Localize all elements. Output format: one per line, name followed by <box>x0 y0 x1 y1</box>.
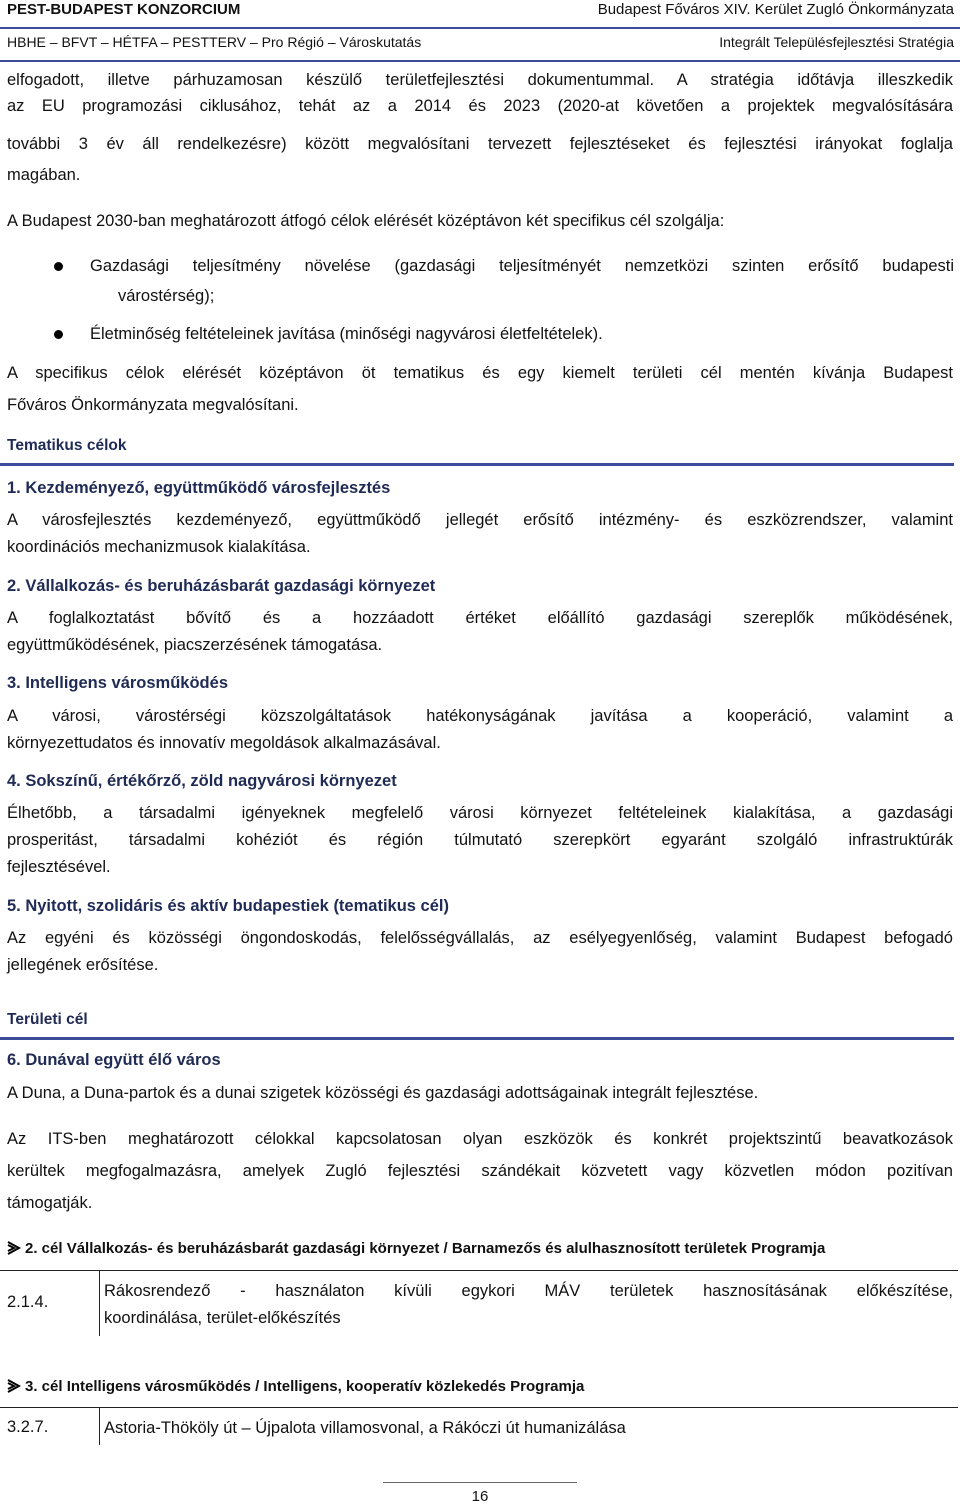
page-header-bottom <box>0 34 960 58</box>
table-column-border <box>99 1270 100 1336</box>
goal-title: 2. Vállalkozás- és beruházásbarát gazdasági környezet <box>7 577 436 595</box>
table-top-border <box>0 1270 958 1271</box>
goal-text-line: fejlesztésével. <box>7 858 111 876</box>
project-text-line: koordinálása, terület-előkészítés <box>104 1309 341 1327</box>
page-header-top <box>0 1 960 25</box>
header-divider <box>0 60 960 62</box>
intro-line: magában. <box>7 166 81 184</box>
goal-text-line: A Duna, a Duna-partok és a dunai szigetek közösségi és gazdasági adottságainak integrált fejlesztése. <box>7 1084 759 1102</box>
goal-text-line: A városfejlesztés kezdeményező, együttműködő jellegét erősítő intézmény- és eszközrendszer, valamint <box>7 511 953 529</box>
header-partners: HBHE – BFVT – HÉTFA – PESTTERV – Pro Régió – Városkutatás <box>7 34 422 50</box>
intro-line: az EU programozási ciklusához, tehát az a 2014 és 2023 (2020-at követően a projektek megvalósítására <box>7 97 953 115</box>
goal-text-line: A városi, várostérségi közszolgáltatások hatékonyságának javítása a kooperáció, valamint a <box>7 707 953 725</box>
its-text-line: támogatják. <box>7 1194 93 1212</box>
intro-line: elfogadott, illetve párhuzamosan készülő területfejlesztési dokumentummal. A stratégia időtávja illeszkedik <box>7 71 953 89</box>
project-code: 2.1.4. <box>7 1293 49 1311</box>
specific-text-line: Főváros Önkormányzata megvalósítani. <box>7 396 299 414</box>
bullet-dot <box>54 262 63 271</box>
intro-line: további 3 év áll rendelkezésre) között megvalósítani tervezett fejlesztéseket és fejlesztési irányokat foglalja <box>7 135 953 153</box>
arrow-bullet-icon <box>7 1379 21 1393</box>
header-divider <box>0 27 960 29</box>
goals-intro: A Budapest 2030-ban meghatározott átfogó célok elérését középtávon két specifikus cél szolgálja: <box>7 212 725 230</box>
bullet-item-continued: várostérség); <box>118 287 215 305</box>
goal-text-line: környezettudatos és innovatív megoldások alkalmazásával. <box>7 734 441 752</box>
goal-title: 5. Nyitott, szolidáris és aktív budapestiek (tematikus cél) <box>7 897 449 915</box>
goal-text-line: koordinációs mechanizmusok kialakítása. <box>7 538 311 556</box>
program-title <box>7 1240 825 1257</box>
goal-text-line: jellegének erősítése. <box>7 956 159 974</box>
header-document-title: Integrált Településfejlesztési Stratégia <box>719 34 954 50</box>
program-title-text: 2. cél Vállalkozás- és beruházásbarát gazdasági környezet / Barnamezős és alulhasznosított területek Programja <box>25 1240 826 1257</box>
specific-text-line: A specifikus célok elérését középtávon öt tematikus és egy kiemelt területi cél mentén kívánja Budapest <box>7 364 953 382</box>
thematic-heading: Tematikus célok <box>7 437 127 454</box>
its-text-line: Az ITS-ben meghatározott célokkal kapcsolatosan olyan eszközök és konkrét projektszintű beavatkozások <box>7 1130 953 1148</box>
goal-text-line: prosperitást, társadalmi kohéziót és régión túlmutató szerepkört egyaránt szolgáló infrastruktúrák <box>7 831 953 849</box>
goal-title: 6. Dunával együtt élő város <box>7 1051 221 1069</box>
territorial-heading: Területi cél <box>7 1011 88 1028</box>
project-code: 3.2.7. <box>7 1418 49 1436</box>
table-top-border <box>0 1407 958 1408</box>
project-text-line: Astoria-Thököly út – Újpalota villamosvonal, a Rákóczi út humanizálása <box>104 1419 626 1437</box>
its-text-line: kerültek megfogalmazásra, amelyek Zugló fejlesztési szándékait közvetett vagy közvetlen módon pozitívan <box>7 1162 953 1180</box>
page-number: 16 <box>471 1488 489 1505</box>
goal-text-line: együttműködésének, piacszerzésének támogatása. <box>7 636 383 654</box>
section-divider <box>0 1037 954 1040</box>
goal-title: 3. Intelligens városműködés <box>7 674 228 692</box>
header-consortium: PEST-BUDAPEST KONZORCIUM <box>7 1 241 18</box>
footer-divider <box>383 1482 577 1483</box>
goal-title: 1. Kezdeményező, együttműködő városfejlesztés <box>7 479 391 497</box>
table-column-border <box>99 1407 100 1445</box>
header-municipality: Budapest Főváros XIV. Kerület Zugló Önkormányzata <box>597 1 954 18</box>
bullet-dot <box>54 330 63 339</box>
bullet-item: Gazdasági teljesítmény növelése (gazdasági teljesítményét nemzetközi szinten erősítő budapesti <box>90 257 954 275</box>
goal-text-line: Élhetőbb, a társadalmi igényeknek megfelelő városi környezet feltételeinek kialakítása, a gazdasági <box>7 804 953 822</box>
goal-text-line: A foglalkoztatást bővítő és a hozzáadott értéket előállító gazdasági szereplők működésének, <box>7 609 953 627</box>
program-title-text: 3. cél Intelligens városműködés / Intelligens, kooperatív közlekedés Programja <box>25 1378 585 1395</box>
goal-title: 4. Sokszínű, értékőrző, zöld nagyvárosi környezet <box>7 772 397 790</box>
bullet-item: Életminőség feltételeinek javítása (minőségi nagyvárosi életfeltételek). <box>90 325 603 343</box>
goal-text-line: Az egyéni és közösségi öngondoskodás, felelősségvállalás, az esélyegyenlőség, valamint Budapest befogadó <box>7 929 953 947</box>
arrow-bullet-icon <box>7 1241 21 1255</box>
project-text-line: Rákosrendező - használaton kívüli egykori MÁV területek hasznosításának előkészítése, <box>104 1282 953 1300</box>
program-title <box>7 1378 584 1395</box>
section-divider <box>0 463 954 466</box>
